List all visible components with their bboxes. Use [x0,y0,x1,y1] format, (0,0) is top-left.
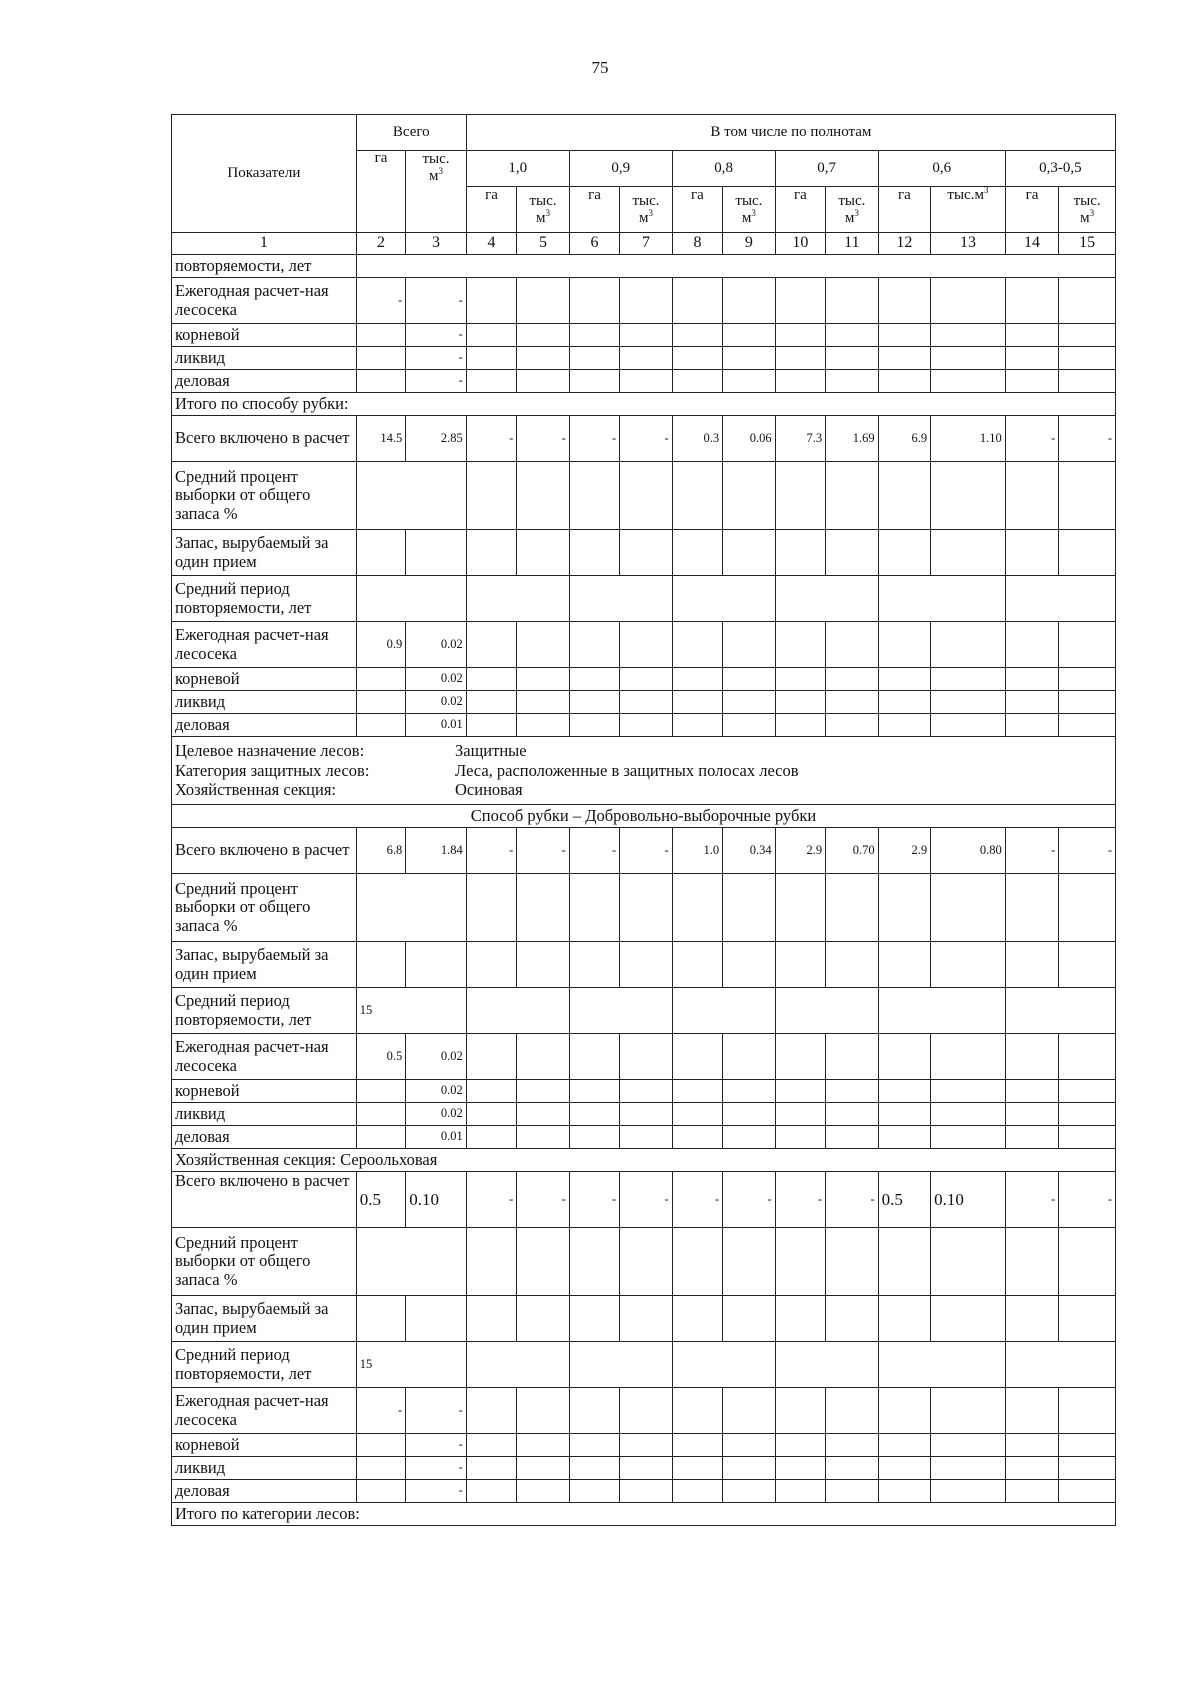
column-number: 1 [172,233,357,255]
table-row [172,255,1116,278]
column-number: 5 [517,233,569,255]
table-row [172,1296,1116,1342]
header-density-6: 0,3-0,5 [1005,151,1115,187]
value-cell: - [826,1172,878,1228]
table-row [172,462,1116,530]
table-row [172,942,1116,988]
table-row [172,347,1116,370]
row-label: ликвид [172,1103,357,1126]
value-cell: 1.10 [931,416,1006,462]
header-thous-m3: $тыс.м^3$ [931,187,1006,233]
row-label: Ежегодная расчет-ная лесосека [172,622,357,668]
column-number: 11 [826,233,878,255]
value-cell: 1.69 [826,416,878,462]
table-row [172,1149,1116,1172]
table-row [172,416,1116,462]
table-row [172,805,1116,828]
value-cell: 6.8 [356,828,405,874]
row-label: Средний период повторяемости, лет [172,988,357,1034]
row-label: Всего включено в расчет [172,1172,357,1228]
row-label: Средний процент выборки от общего запаса % [172,874,357,942]
table-row [172,1126,1116,1149]
table-row [172,1342,1116,1388]
value-cell: - [1059,828,1116,874]
value-cell: 0.02 [406,691,467,714]
value-cell: 0.10 [931,1172,1006,1228]
column-numbers-row [172,233,1116,255]
value-cell: 0.01 [406,1126,467,1149]
value-cell: - [517,416,569,462]
value-cell: - [356,278,405,324]
table-row [172,1388,1116,1434]
value-cell: 0.34 [723,828,775,874]
header-thous-m3: тыс. $м^3$ [723,187,775,233]
value-cell: 0.80 [931,828,1006,874]
row-label: Всего включено в расчет [172,828,357,874]
economic-section: Хозяйственная секция: Сероольховая [172,1149,1116,1172]
value-cell: - [406,278,467,324]
row-label: Всего включено в расчет [172,416,357,462]
empty-span-cell [356,255,1115,278]
total-by-category: Итого по категории лесов: [172,1503,1116,1526]
value-cell: - [723,1172,775,1228]
row-label: Ежегодная расчет-ная лесосека [172,1388,357,1434]
row-label: Средний процент выборки от общего запаса % [172,1228,357,1296]
value-cell: - [1005,1172,1059,1228]
row-label: Запас, вырубаемый за один прием [172,1296,357,1342]
header-density-3: 0,8 [672,151,775,187]
column-number: 15 [1059,233,1116,255]
value-cell: - [775,1172,825,1228]
value-cell: - [466,1172,516,1228]
value-cell: 0.02 [406,1080,467,1103]
value-cell: 1.84 [406,828,467,874]
table-row [172,1103,1116,1126]
forest-info [172,737,1116,805]
header-density-1: 1,0 [466,151,569,187]
table-row [172,988,1116,1034]
column-number: 9 [723,233,775,255]
table-row [172,691,1116,714]
column-number: 10 [775,233,825,255]
allowable-cut-table [171,114,1116,1526]
row-label: Запас, вырубаемый за один прием [172,530,357,576]
row-label: повторяемости, лет [172,255,357,278]
value-cell: - [672,1172,722,1228]
table-row [172,622,1116,668]
row-label: Ежегодная расчет-ная лесосека [172,278,357,324]
page-number: 75 [591,58,609,77]
table-row [172,1457,1116,1480]
value-cell: - [1005,416,1059,462]
section-key: Хозяйственная секция: [175,780,337,800]
row-label: деловая [172,714,357,737]
header-by-density: В том числе по полнотам [466,115,1115,151]
value-cell: 0.02 [406,622,467,668]
value-cell: - [1059,416,1116,462]
value-cell: - [569,416,619,462]
row-label: Средний период повторяемости, лет [172,1342,357,1388]
value-cell: 0.02 [406,1103,467,1126]
value-cell: - [620,1172,672,1228]
value-cell: - [620,416,672,462]
row-label: корневой [172,1080,357,1103]
value-cell: 14.5 [356,416,405,462]
table-row [172,393,1116,416]
header-ha: га [672,187,722,233]
table-row [172,668,1116,691]
value-cell: - [356,1388,405,1434]
row-label: корневой [172,324,357,347]
header-density-5: 0,6 [878,151,1005,187]
value-cell: 1.0 [672,828,722,874]
header-total-ha: га [356,151,405,233]
header-ha: га [878,187,930,233]
section-value: Осиновая [455,780,523,800]
header-ha: га [775,187,825,233]
header-thous-m3: тыс. $м^3$ [826,187,878,233]
value-cell: 0.70 [826,828,878,874]
value-cell: 0.02 [406,1034,467,1080]
value-cell: - [406,1388,467,1434]
category-value: Леса, расположенные в защитных полосах лесов [455,760,799,780]
value-cell: 2.9 [775,828,825,874]
value-cell: - [466,828,516,874]
table-row [172,1434,1116,1457]
value-cell: 0.9 [356,622,405,668]
table-row [172,1172,1116,1228]
header-total-thous-m3: тыс. $м^3$ [406,151,467,233]
header-thous-m3: тыс. $м^3$ [620,187,672,233]
header-total: Всего [356,115,466,151]
row-label: деловая [172,1126,357,1149]
value-cell: 0.10 [406,1172,467,1228]
row-label: Средний период повторяемости, лет [172,576,357,622]
value-cell: 0.01 [406,714,467,737]
header-thous-m3: тыс. $м^3$ [1059,187,1116,233]
value-cell: 2.85 [406,416,467,462]
header-ha: га [569,187,619,233]
header-ha: га [1005,187,1059,233]
value-cell: 0.5 [356,1172,405,1228]
row-label: Средний процент выборки от общего запаса % [172,462,357,530]
table-row [172,1034,1116,1080]
table-row [172,714,1116,737]
header-ha: га [466,187,516,233]
value-cell: - [1005,828,1059,874]
column-number: 12 [878,233,930,255]
value-cell: - [1059,1172,1116,1228]
column-number: 6 [569,233,619,255]
header-thous-m3: тыс. $м^3$ [517,187,569,233]
row-label: ликвид [172,691,357,714]
value-cell: - [569,828,619,874]
value-cell: 2.9 [878,828,930,874]
value-cell: 0.02 [406,668,467,691]
column-number: 7 [620,233,672,255]
value-cell: 0.5 [878,1172,930,1228]
table-row [172,530,1116,576]
value-cell: - [406,1457,467,1480]
table-row [172,737,1116,805]
table-row [172,1080,1116,1103]
row-label: Ежегодная расчет-ная лесосека [172,1034,357,1080]
cutting-method: Способ рубки – Добровольно-выборочные рубки [172,805,1116,828]
table-row [172,1503,1116,1526]
column-number: 8 [672,233,722,255]
value-cell: - [406,1434,467,1457]
row-label: Запас, вырубаемый за один прием [172,942,357,988]
row-label: ликвид [172,1457,357,1480]
value-cell: 7.3 [775,416,825,462]
row-label: корневой [172,1434,357,1457]
value-cell: - [406,1480,467,1503]
value-cell: 15 [356,1342,466,1388]
value-cell: 0.5 [356,1034,405,1080]
value-cell: - [406,324,467,347]
table-row [172,576,1116,622]
value-cell: - [620,828,672,874]
row-label: деловая [172,1480,357,1503]
column-number: 13 [931,233,1006,255]
table-row [172,278,1116,324]
column-number: 2 [356,233,405,255]
column-number: 14 [1005,233,1059,255]
value-cell: 15 [356,988,466,1034]
table-row [172,1228,1116,1296]
value-cell: - [517,1172,569,1228]
row-label: ликвид [172,347,357,370]
column-number: 3 [406,233,467,255]
column-number: 4 [466,233,516,255]
header-indicators: Показатели [172,115,357,233]
row-label: деловая [172,370,357,393]
value-cell: 0.3 [672,416,722,462]
value-cell: - [517,828,569,874]
value-cell: - [406,370,467,393]
table-row [172,874,1116,942]
total-by-method: Итого по способу рубки: [172,393,1116,416]
table-row [172,1480,1116,1503]
table-row [172,828,1116,874]
value-cell: - [569,1172,619,1228]
category-key: Категория защитных лесов: [175,760,370,780]
table-row [172,370,1116,393]
value-cell: 0.06 [723,416,775,462]
purpose-key: Целевое назначение лесов: [175,740,365,760]
purpose-value: Защитные [455,740,527,760]
value-cell: - [466,416,516,462]
header-density-2: 0,9 [569,151,672,187]
value-cell: - [406,347,467,370]
header-density-4: 0,7 [775,151,878,187]
row-label: корневой [172,668,357,691]
table-row [172,324,1116,347]
value-cell: 6.9 [878,416,930,462]
